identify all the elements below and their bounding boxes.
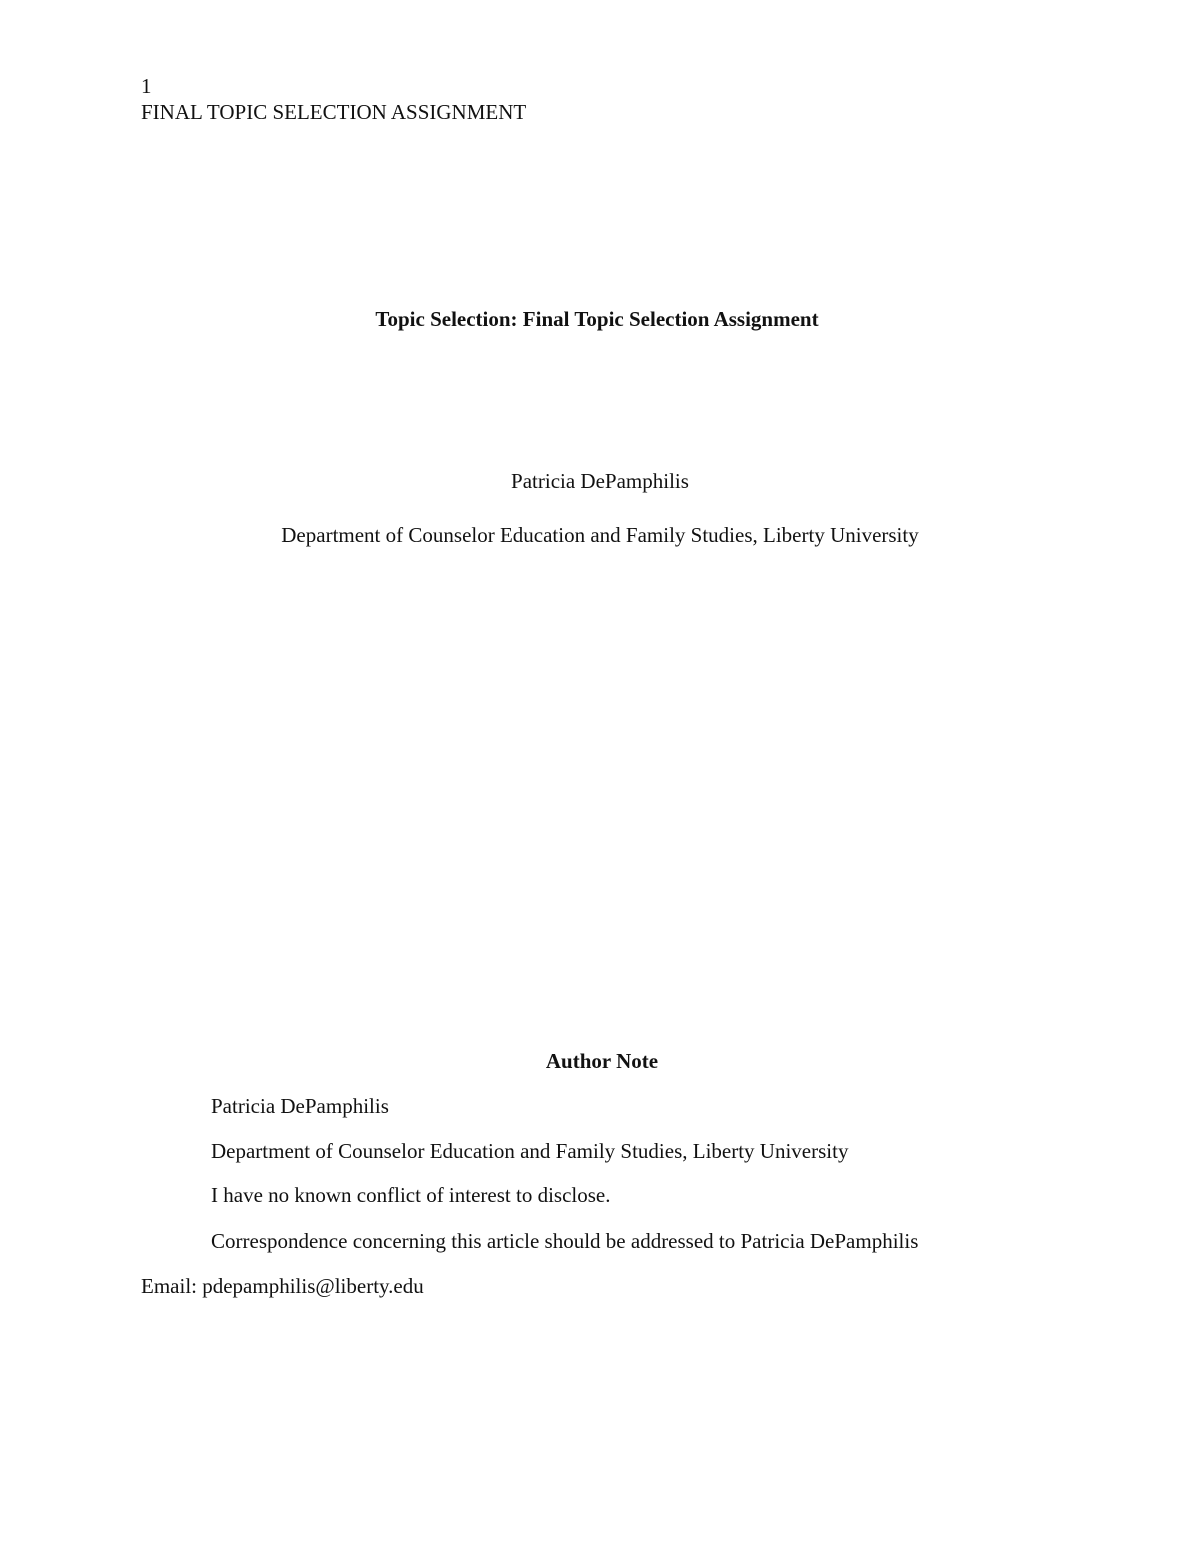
page-number: 1	[141, 74, 152, 98]
author-name: Patricia DePamphilis	[511, 469, 689, 493]
paper-title: Topic Selection: Final Topic Selection Assignment	[375, 307, 819, 331]
author-note-affiliation: Department of Counselor Education and Family Studies, Liberty University	[211, 1139, 849, 1163]
author-note-name: Patricia DePamphilis	[211, 1094, 389, 1118]
author-note-correspondence: Correspondence concerning this article should be addressed to Patricia DePamphilis	[211, 1229, 919, 1253]
author-note-email: Email: pdepamphilis@liberty.edu	[141, 1274, 424, 1298]
author-note-heading: Author Note	[545, 1049, 659, 1073]
author-affiliation: Department of Counselor Education and Family Studies, Liberty University	[281, 523, 919, 547]
running-head: FINAL TOPIC SELECTION ASSIGNMENT	[141, 100, 527, 124]
author-note-conflict: I have no known conflict of interest to disclose.	[211, 1183, 611, 1207]
